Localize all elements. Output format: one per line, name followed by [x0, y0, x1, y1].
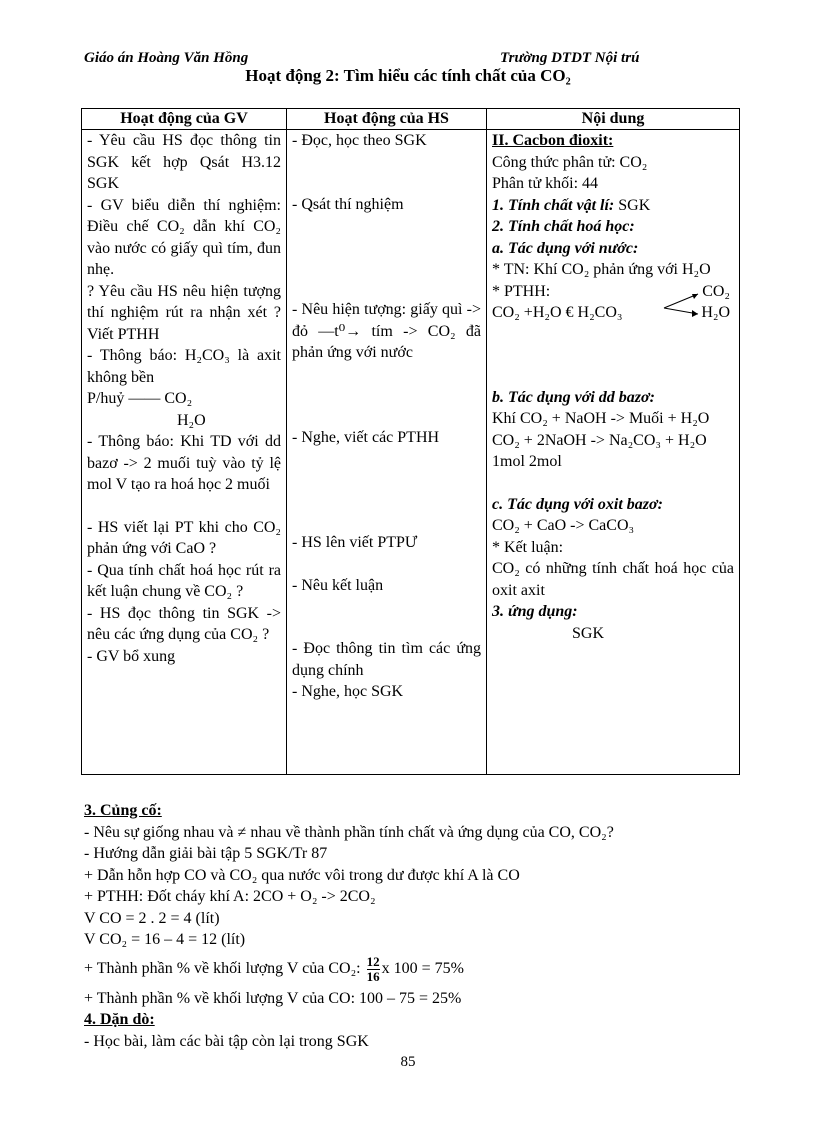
- page-number: 85: [400, 1054, 416, 1070]
- consolidation-heading: 3. Củng cố:: [84, 802, 162, 819]
- spacer: [292, 490, 481, 511]
- spacer: [292, 215, 481, 236]
- consolidation-section: [84, 800, 744, 1052]
- gv-item: - Thông báo: Khi TD với dd bazơ -> 2 muối tuỳ vào tỷ lệ mol V tạo ra hoá học 2 muối: [87, 433, 281, 493]
- spacer: [492, 366, 734, 387]
- decompose-arrows-icon: [662, 290, 702, 320]
- hs-item: - Nghe, học SGK: [292, 683, 404, 700]
- hs-item: - Nêu kết luận: [292, 576, 384, 594]
- gv-item: P/huỷ —— CO₂: [87, 390, 193, 407]
- spacer: [292, 448, 481, 469]
- spacer: [87, 496, 281, 517]
- conclusion-label: * Kết luận:: [492, 538, 564, 556]
- base-line: CO₂ + 2NaOH -> Na₂CO₃ + H₂O: [492, 431, 707, 449]
- spacer: [292, 596, 481, 617]
- consolidation-line: - Nêu sự giống nhau và ≠ nhau về thành phần tính chất và ứng dụng của CO, CO₂?: [84, 823, 614, 841]
- percent-co2-line: [84, 955, 744, 984]
- col-header-gv: Hoạt động của GV: [82, 109, 287, 130]
- spacer: [292, 511, 481, 532]
- consolidation-line: V CO = 2 . 2 = 4 (lít): [84, 909, 220, 927]
- consolidation-line: + PTHH: Đốt cháy khí A: 2CO + O₂ -> 2CO₂: [84, 888, 376, 905]
- oxide-equation: CO₂ + CaO -> CaCO₃: [492, 517, 635, 534]
- physical-heading: 1. Tính chất vật lí:: [492, 196, 615, 214]
- oxide-heading: c. Tác dụng với oxit bazơ:: [492, 495, 663, 513]
- mol-line: 1mol 2mol: [492, 453, 562, 470]
- percent-co2-result: x 100 = 75%: [381, 959, 464, 977]
- spacer: [292, 406, 481, 427]
- hs-item: - HS lên viết PTPƯ: [292, 534, 418, 551]
- content-cell: [487, 130, 740, 775]
- table-header-row: [82, 109, 740, 130]
- physical-value: SGK: [614, 196, 651, 214]
- homework-line: - Học bài, làm các bài tập còn lại trong SGK: [84, 1032, 369, 1050]
- hs-item: - Qsát thí nghiệm: [292, 195, 404, 213]
- page-title: Hoạt động 2: Tìm hiểu các tính chất của CO₂: [245, 66, 571, 85]
- consolidation-line: V CO₂ = 16 – 4 = 12 (lít): [84, 931, 246, 948]
- spacer: [292, 278, 481, 299]
- chemical-heading: 2. Tính chất hoá học:: [492, 218, 635, 235]
- gv-item: - Yêu cầu HS đọc thông tin SGK kết hợp Qsát H3.12 SGK: [87, 132, 281, 192]
- usage-value: SGK: [572, 624, 605, 642]
- equation-text: CO₂ +H₂O € H₂CO₃: [492, 304, 623, 321]
- spacer: [292, 257, 481, 278]
- col-header-hs: Hoạt động của HS: [287, 109, 487, 130]
- col-header-nd: Nội dung: [487, 109, 740, 130]
- consolidation-line: + Thành phần % về khối lượng V của CO: 100 – 75 = 25%: [84, 989, 462, 1007]
- spacer: [492, 324, 734, 345]
- pthh-label: * PTHH:: [492, 282, 551, 300]
- conclusion-text: CO₂ có những tính chất hoá học của oxit axit: [492, 560, 734, 599]
- fraction-numerator: 12: [366, 953, 380, 969]
- base-heading: b. Tác dụng với dd bazơ:: [492, 388, 655, 406]
- fraction-denominator: 16: [366, 968, 380, 984]
- hs-item: - Đọc thông tin tìm các ứng dụng chính: [292, 640, 481, 679]
- spacer: [292, 173, 481, 194]
- consolidation-line: + Dẫn hỗn hợp CO và CO₂ qua nước vôi trong dư được khí A là CO: [84, 866, 520, 884]
- percent-co2-text: + Thành phần % về khối lượng V của CO₂:: [84, 959, 361, 977]
- gv-cell: [82, 130, 287, 775]
- gv-item: - GV bổ xung: [87, 647, 176, 665]
- base-line: Khí CO₂ + NaOH -> Muối + H₂O: [492, 410, 710, 427]
- experiment-line: * TN: Khí CO₂ phản ứng với H₂O: [492, 261, 711, 278]
- spacer: [492, 473, 734, 494]
- hs-item: - Nêu hiện tượng: giấy quì -> đỏ —t⁰→ tím -> CO₂ đã phản ứng với nước: [292, 301, 481, 361]
- section-heading: II. Cacbon đioxit:: [492, 132, 614, 149]
- hs-item: - Nghe, viết các PTHH: [292, 428, 440, 446]
- pthh-product-co2: CO₂: [702, 282, 730, 300]
- usage-heading: 3. ứng dụng:: [492, 603, 578, 620]
- spacer: [292, 236, 481, 257]
- gv-item: H₂O: [177, 411, 206, 429]
- consolidation-line: - Hướng dẫn giải bài tập 5 SGK/Tr 87: [84, 845, 328, 862]
- water-heading: a. Tác dụng với nước:: [492, 239, 639, 257]
- spacer: [292, 364, 481, 385]
- hs-cell: [287, 130, 487, 775]
- header-teacher: Giáo án Hoàng Văn Hồng: [84, 50, 249, 66]
- formula-line: Công thức phân tử: CO₂: [492, 153, 648, 171]
- water-equation: [492, 302, 734, 324]
- spacer: [292, 617, 481, 638]
- activity-table: [81, 108, 740, 775]
- spacer: [292, 554, 481, 575]
- spacer: [492, 345, 734, 366]
- gv-item: - Qua tính chất hoá học rút ra kết luận chung về CO₂ ?: [87, 561, 281, 600]
- spacer: [292, 469, 481, 490]
- spacer: [292, 385, 481, 406]
- equation-product-h2o: H₂O: [701, 304, 730, 321]
- gv-item: - GV biểu diễn thí nghiệm: Điều chế CO₂ dẫn khí CO₂ vào nước có giấy quì tím, đun nhẹ.: [87, 196, 281, 278]
- physical-property: [492, 195, 734, 217]
- table-row: [82, 130, 740, 775]
- header-school: Trường DTDT Nội trú: [500, 50, 640, 66]
- gv-item: - Thông báo: H₂CO₃ là axit không bền: [87, 347, 281, 386]
- gv-item: ? Yêu cầu HS nêu hiện tượng thí nghiệm rút ra nhận xét ? Viết PTHH: [87, 282, 281, 343]
- fraction: [367, 955, 380, 984]
- spacer: [292, 152, 481, 173]
- homework-heading: 4. Dặn dò:: [84, 1011, 155, 1028]
- hs-item: - Đọc, học theo SGK: [292, 132, 427, 149]
- gv-item: - HS viết lại PT khi cho CO₂ phản ứng với CaO ?: [87, 518, 281, 557]
- gv-item: - HS đọc thông tin SGK -> nêu các ứng dụng của CO₂ ?: [87, 604, 281, 643]
- mass-line: Phân tử khối: 44: [492, 175, 599, 192]
